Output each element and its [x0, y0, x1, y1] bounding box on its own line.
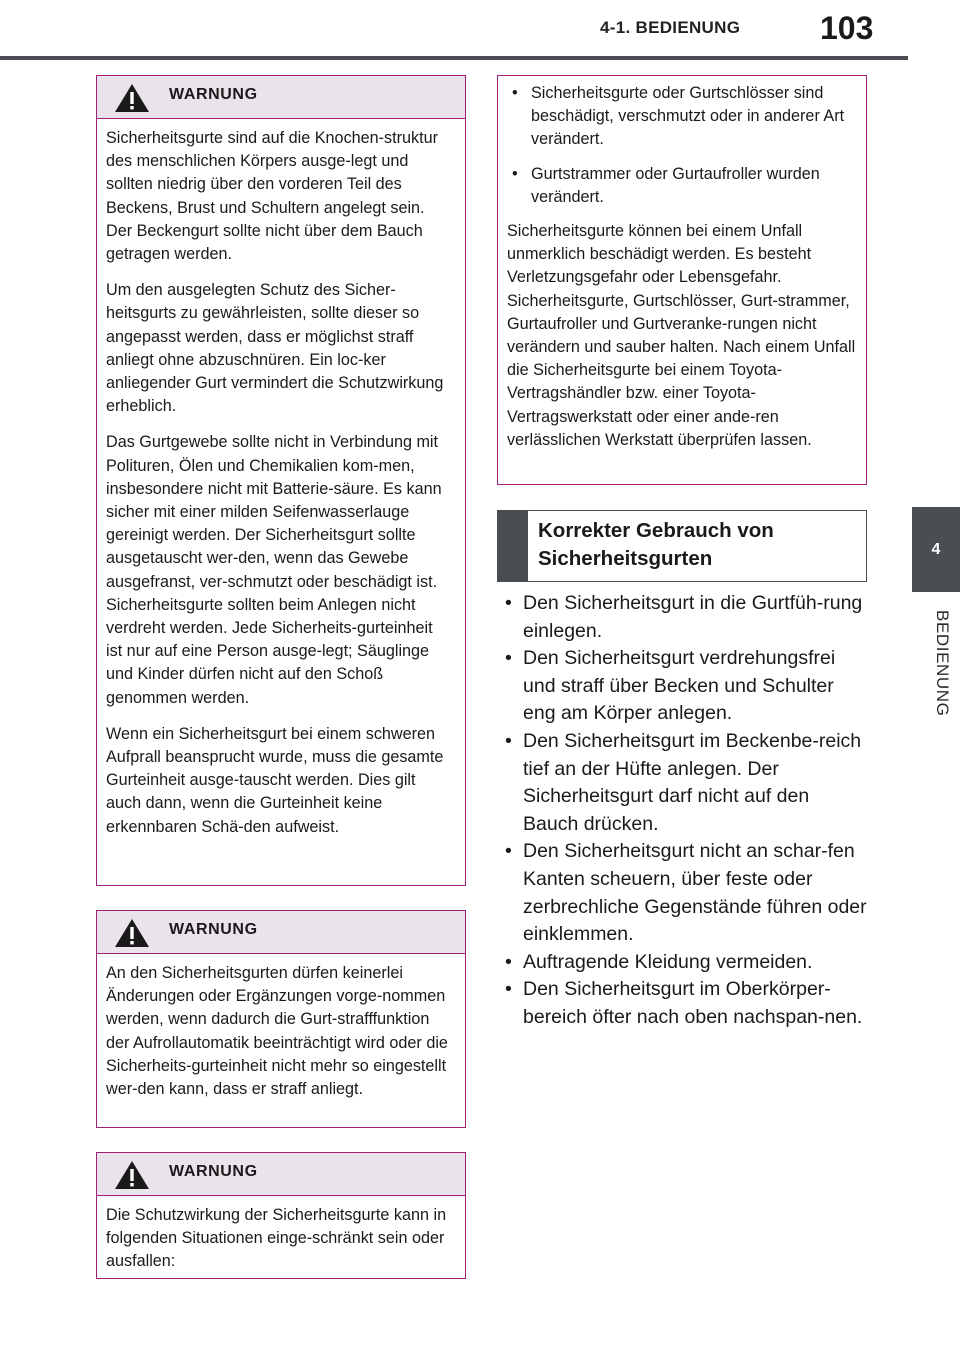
warning-body [97, 954, 465, 1111]
section-header: 4-1. BEDIENUNG [600, 18, 741, 37]
list-item: • Sicherheitsgurte oder Gurtschlösser sind beschädigt, verschmutzt oder in anderer Art verändert. [507, 82, 856, 152]
page-number: 103 [820, 10, 874, 46]
warning-paragraph: Sicherheitsgurte sind auf die Knochen-struktur des menschlichen Körpers ausge-legt und sollten niedrig über den vorderen Teil des Beckens, Brust und Schultern angelegt sein. Der Beckengurt sollte nicht über dem Bauch getragen werden. [106, 129, 439, 264]
warning-paragraph: Um den ausgelegten Schutz des Sicher-heitsgurts zu gewährleisten, sollte dieser so angepasst werden, dass er möglichst straff anliegt ohne abzuschnüren. Ein loc-ker anliegender Gurt vermindert die Schutzwirkung erheblich. [106, 281, 444, 416]
warning-title: WARNUNG [169, 86, 258, 103]
warning-body [97, 119, 465, 849]
warning-paragraph: Die Schutzwirkung der Sicherheitsgurte kann in folgenden Situationen einge-schränkt sein oder ausfallen: [106, 1206, 447, 1271]
section-heading-bar [498, 511, 528, 581]
warning-paragraph: An den Sicherheitsgurten dürfen keinerlei Änderungen oder Ergänzungen vorge-nommen werden, wenn dadurch die Gurt-strafffunktion der Aufrollautomatik beeinträchtigt wird oder die Sicherheits-gurteinheit nicht mehr so eingestellt wer-den kann, dass er straff anliegt. [106, 964, 448, 1099]
warning-header [97, 911, 465, 954]
continuation-list [507, 82, 856, 209]
warning-box-1 [96, 75, 466, 886]
list-item: • Den Sicherheitsgurt nicht an schar-fen Kanten scheuern, über feste oder zerbrechliche Gegenstände führen oder einklemmen. [497, 838, 867, 948]
usage-instructions-list [497, 590, 867, 1032]
warning-box-2 [96, 910, 466, 1128]
section-heading [497, 510, 867, 582]
warning-triangle-icon [114, 918, 150, 948]
warning-body [97, 1196, 465, 1284]
warning-paragraph: Wenn ein Sicherheitsgurt bei einem schweren Aufprall beansprucht wurde, muss die gesamte Gurteinheit ausge-tauscht werden. Dies gilt auch dann, wenn die Gurteinheit keine erkennbaren Schä-den aufweist. [106, 724, 444, 836]
warning-header [97, 1153, 465, 1196]
warning-header [97, 76, 465, 119]
section-title: Korrekter Gebrauch von Sicherheitsgurten [538, 519, 774, 570]
chapter-label: BEDIENUNG [933, 610, 952, 717]
warning-triangle-icon [114, 1160, 150, 1190]
list-item: • Den Sicherheitsgurt im Oberkörper-bereich öfter nach oben nachspan-nen. [497, 976, 867, 1031]
chapter-number: 4 [931, 540, 941, 558]
list-item: • Den Sicherheitsgurt in die Gurtfüh-rung einlegen. [497, 590, 867, 645]
warning-title: WARNUNG [169, 1163, 258, 1180]
chapter-tab [912, 507, 960, 592]
warning-box-3 [96, 1152, 466, 1279]
list-item: • Den Sicherheitsgurt im Beckenbe-reich tief an der Hüfte anlegen. Der Sicherheitsgurt darf nicht auf den Bauch drücken. [497, 728, 867, 838]
warning-continuation-box [497, 75, 867, 485]
warning-paragraph: Das Gurtgewebe sollte nicht in Verbindung mit Polituren, Ölen und Chemikalien kom-men, insbesondere nicht mit Batterie-säure. Es kann sicher mit einer milden Seifenwasserlauge gereinigt werden. Der Sicherheitsgurt sollte ausgetauscht wer-den, wenn das Gewebe ausgefranst, ver-schmutzt oder beschädigt ist. Sicherheitsgurte sollten beim Anlegen nicht verdreht werden. Jede Sicherheits-gurteinheit ist nur auf eine Person ausge-legt; Säuglinge und Kinder dürfen nicht auf den Schoß genommen werden. [106, 433, 442, 707]
list-item: • Auftragende Kleidung vermeiden. [497, 949, 867, 977]
continuation-paragraph: Sicherheitsgurte können bei einem Unfall unmerklich beschädigt werden. Es besteht Verletzungsgefahr oder Lebensgefahr. Sicherheitsgurte, Gurtschlösser, Gurt-strammer, Gurtaufroller und Gurtveranke-rungen nicht verändern und sauber halten. Nach einem Unfall die Sicherheitsgurte bei einem Toyota-Vertragshändler bzw. einer Toyota-Vertragswerkstatt oder einer ande-ren verlässlichen Werkstatt überprüfen lassen. [507, 222, 856, 449]
list-item: • Den Sicherheitsgurt verdrehungsfrei und straff über Becken und Schulter eng am Körper anlegen. [497, 645, 867, 728]
warning-triangle-icon [114, 83, 150, 113]
warning-title: WARNUNG [169, 921, 258, 938]
header-rule [0, 56, 908, 60]
list-item: • Gurtstrammer oder Gurtaufroller wurden verändert. [507, 163, 856, 209]
